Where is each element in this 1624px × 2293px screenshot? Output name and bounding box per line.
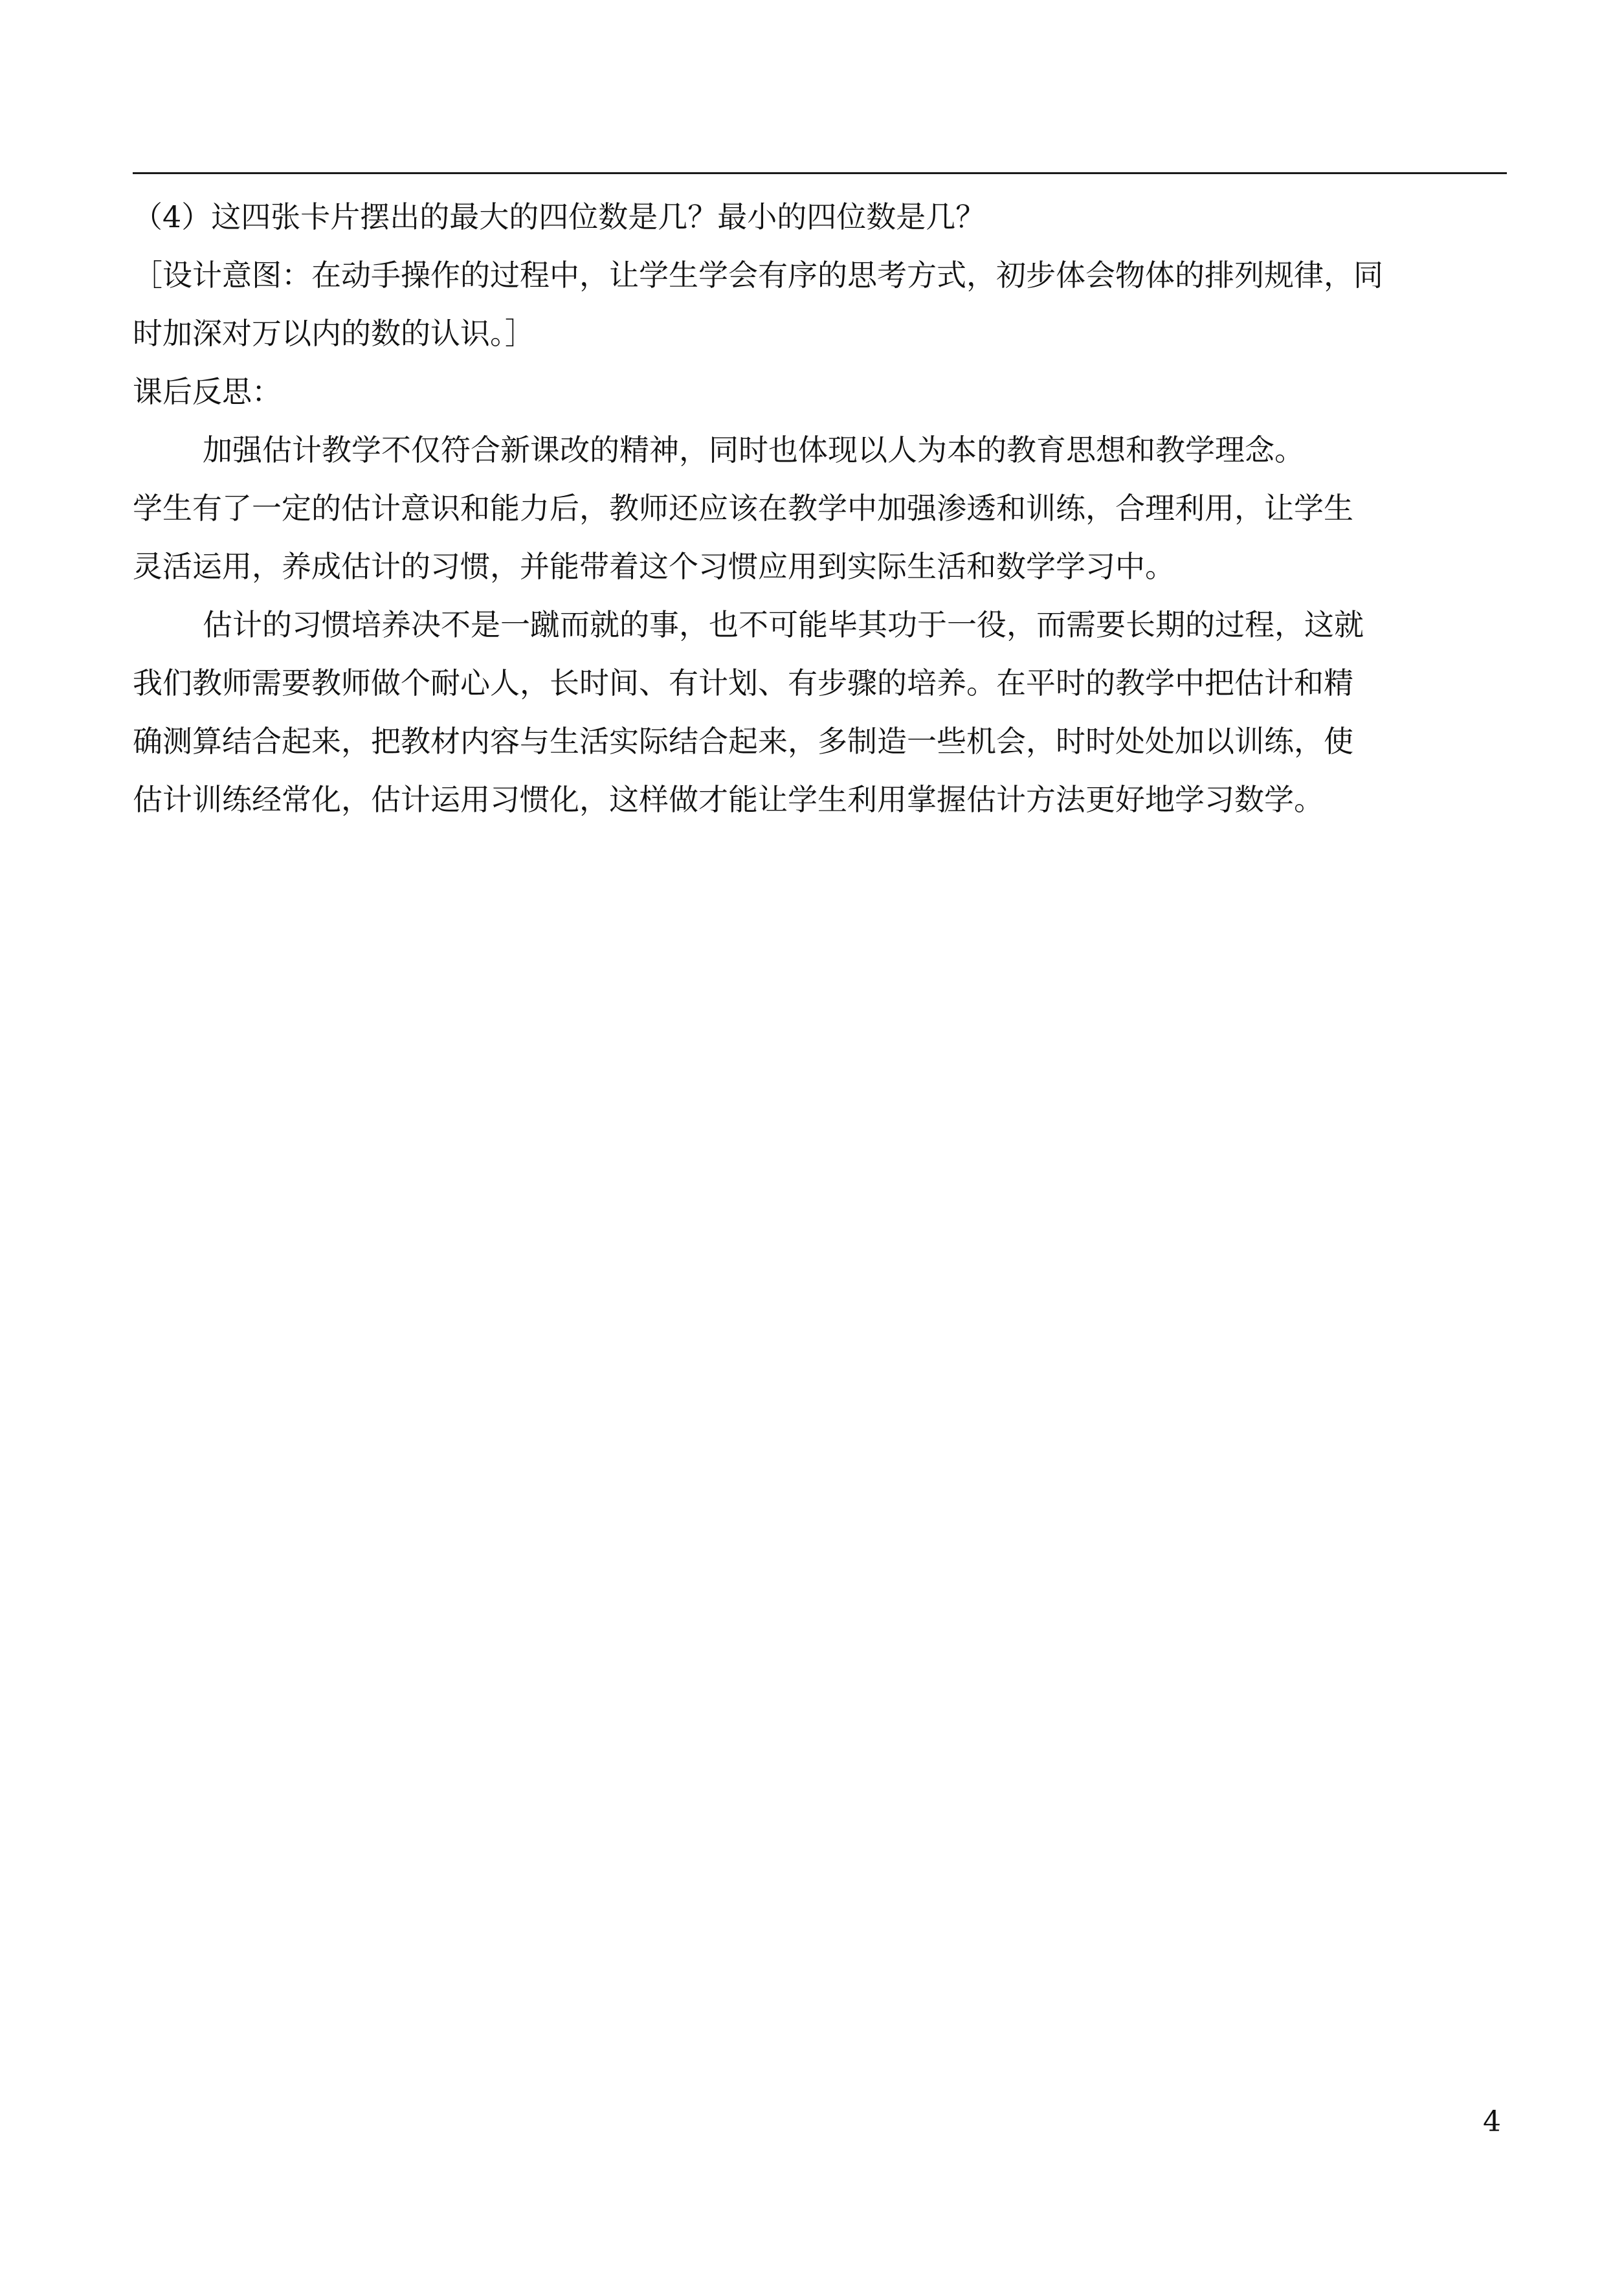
- document-body: [133, 188, 1507, 829]
- header-rule: [133, 172, 1507, 174]
- page-number: 4: [1483, 2105, 1501, 2138]
- paragraph-2-line-2: 我们教师需要教师做个耐心人，长时间、有计划、有步骤的培养。在平时的教学中把估计和精: [133, 666, 1353, 700]
- paragraph-1-line-2: 学生有了一定的估计意识和能力后，教师还应该在教学中加强渗透和训练，合理利用，让学生: [133, 491, 1353, 526]
- paragraph-2-line-4: 估计训练经常化，估计运用习惯化，这样做才能让学生利用掌握估计方法更好地学习数学。: [133, 782, 1324, 817]
- design-intent-line-1: ［设计意图：在动手操作的过程中，让学生学会有序的思考方式，初步体会物体的排列规律，同: [133, 258, 1383, 293]
- design-intent-line-2: 时加深对万以内的数的认识。］: [133, 316, 535, 351]
- paragraph-2-line-1: 估计的习惯培养决不是一蹴而就的事，也不可能毕其功于一役，而需要长期的过程，这就: [203, 607, 1364, 642]
- reflection-heading: 课后反思：: [133, 374, 282, 409]
- paragraph-2-line-3: 确测算结合起来，把教材内容与生活实际结合起来，多制造一些机会，时时处处加以训练，使: [133, 724, 1353, 759]
- paragraph-1-line-1: 加强估计教学不仅符合新课改的精神，同时也体现以人为本的教育思想和教学理念。: [203, 432, 1304, 467]
- question-4: （4）这四张卡片摆出的最大的四位数是几？最小的四位数是几？: [133, 199, 986, 234]
- paragraph-1-line-3: 灵活运用，养成估计的习惯，并能带着这个习惯应用到实际生活和数学学习中。: [133, 549, 1175, 584]
